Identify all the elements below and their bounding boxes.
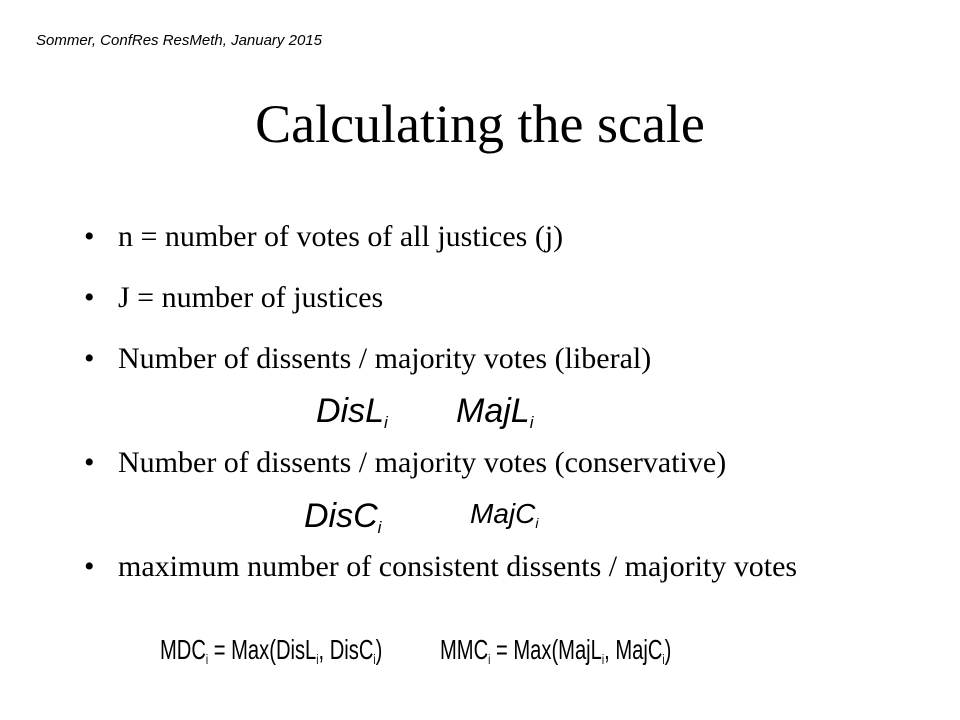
bullet-item	[84, 342, 884, 376]
bullet-icon: •	[84, 342, 95, 375]
bullet-icon: •	[84, 281, 95, 314]
formula-mdc: $MDC_i$ = Max(DisL$_i$, DisC$_i$)	[160, 634, 383, 667]
bullet-icon: •	[84, 220, 95, 253]
formula-majl: MajL$_i$	[456, 392, 534, 432]
formula-disc: DisC$_i$	[304, 497, 382, 537]
bullet-item	[84, 220, 884, 254]
formula-mmc: $MMC_i$ = Max(MajL$_i$, MajC$_i$)	[440, 634, 672, 667]
formula-disl: DisL$_i$	[316, 392, 388, 432]
bullet-item	[84, 550, 884, 584]
bullet-icon: •	[84, 550, 95, 583]
bullet-text: n = number of votes of all justices (j)	[118, 220, 564, 253]
bullet-text: J = number of justices	[118, 281, 384, 314]
slide-title: Calculating the scale	[255, 94, 705, 154]
bullet-text: Number of dissents / majority votes (conservative)	[118, 446, 727, 479]
bullet-text: Number of dissents / majority votes (liberal)	[118, 342, 652, 375]
bullet-item	[84, 446, 884, 480]
slide-header: Sommer, ConfRes ResMeth, January 2015	[36, 32, 322, 49]
formula-majc: MajC$_i$	[470, 498, 539, 531]
bullet-text: maximum number of consistent dissents / majority votes	[118, 550, 798, 583]
bullet-icon: •	[84, 446, 95, 479]
bullet-item	[84, 281, 884, 315]
